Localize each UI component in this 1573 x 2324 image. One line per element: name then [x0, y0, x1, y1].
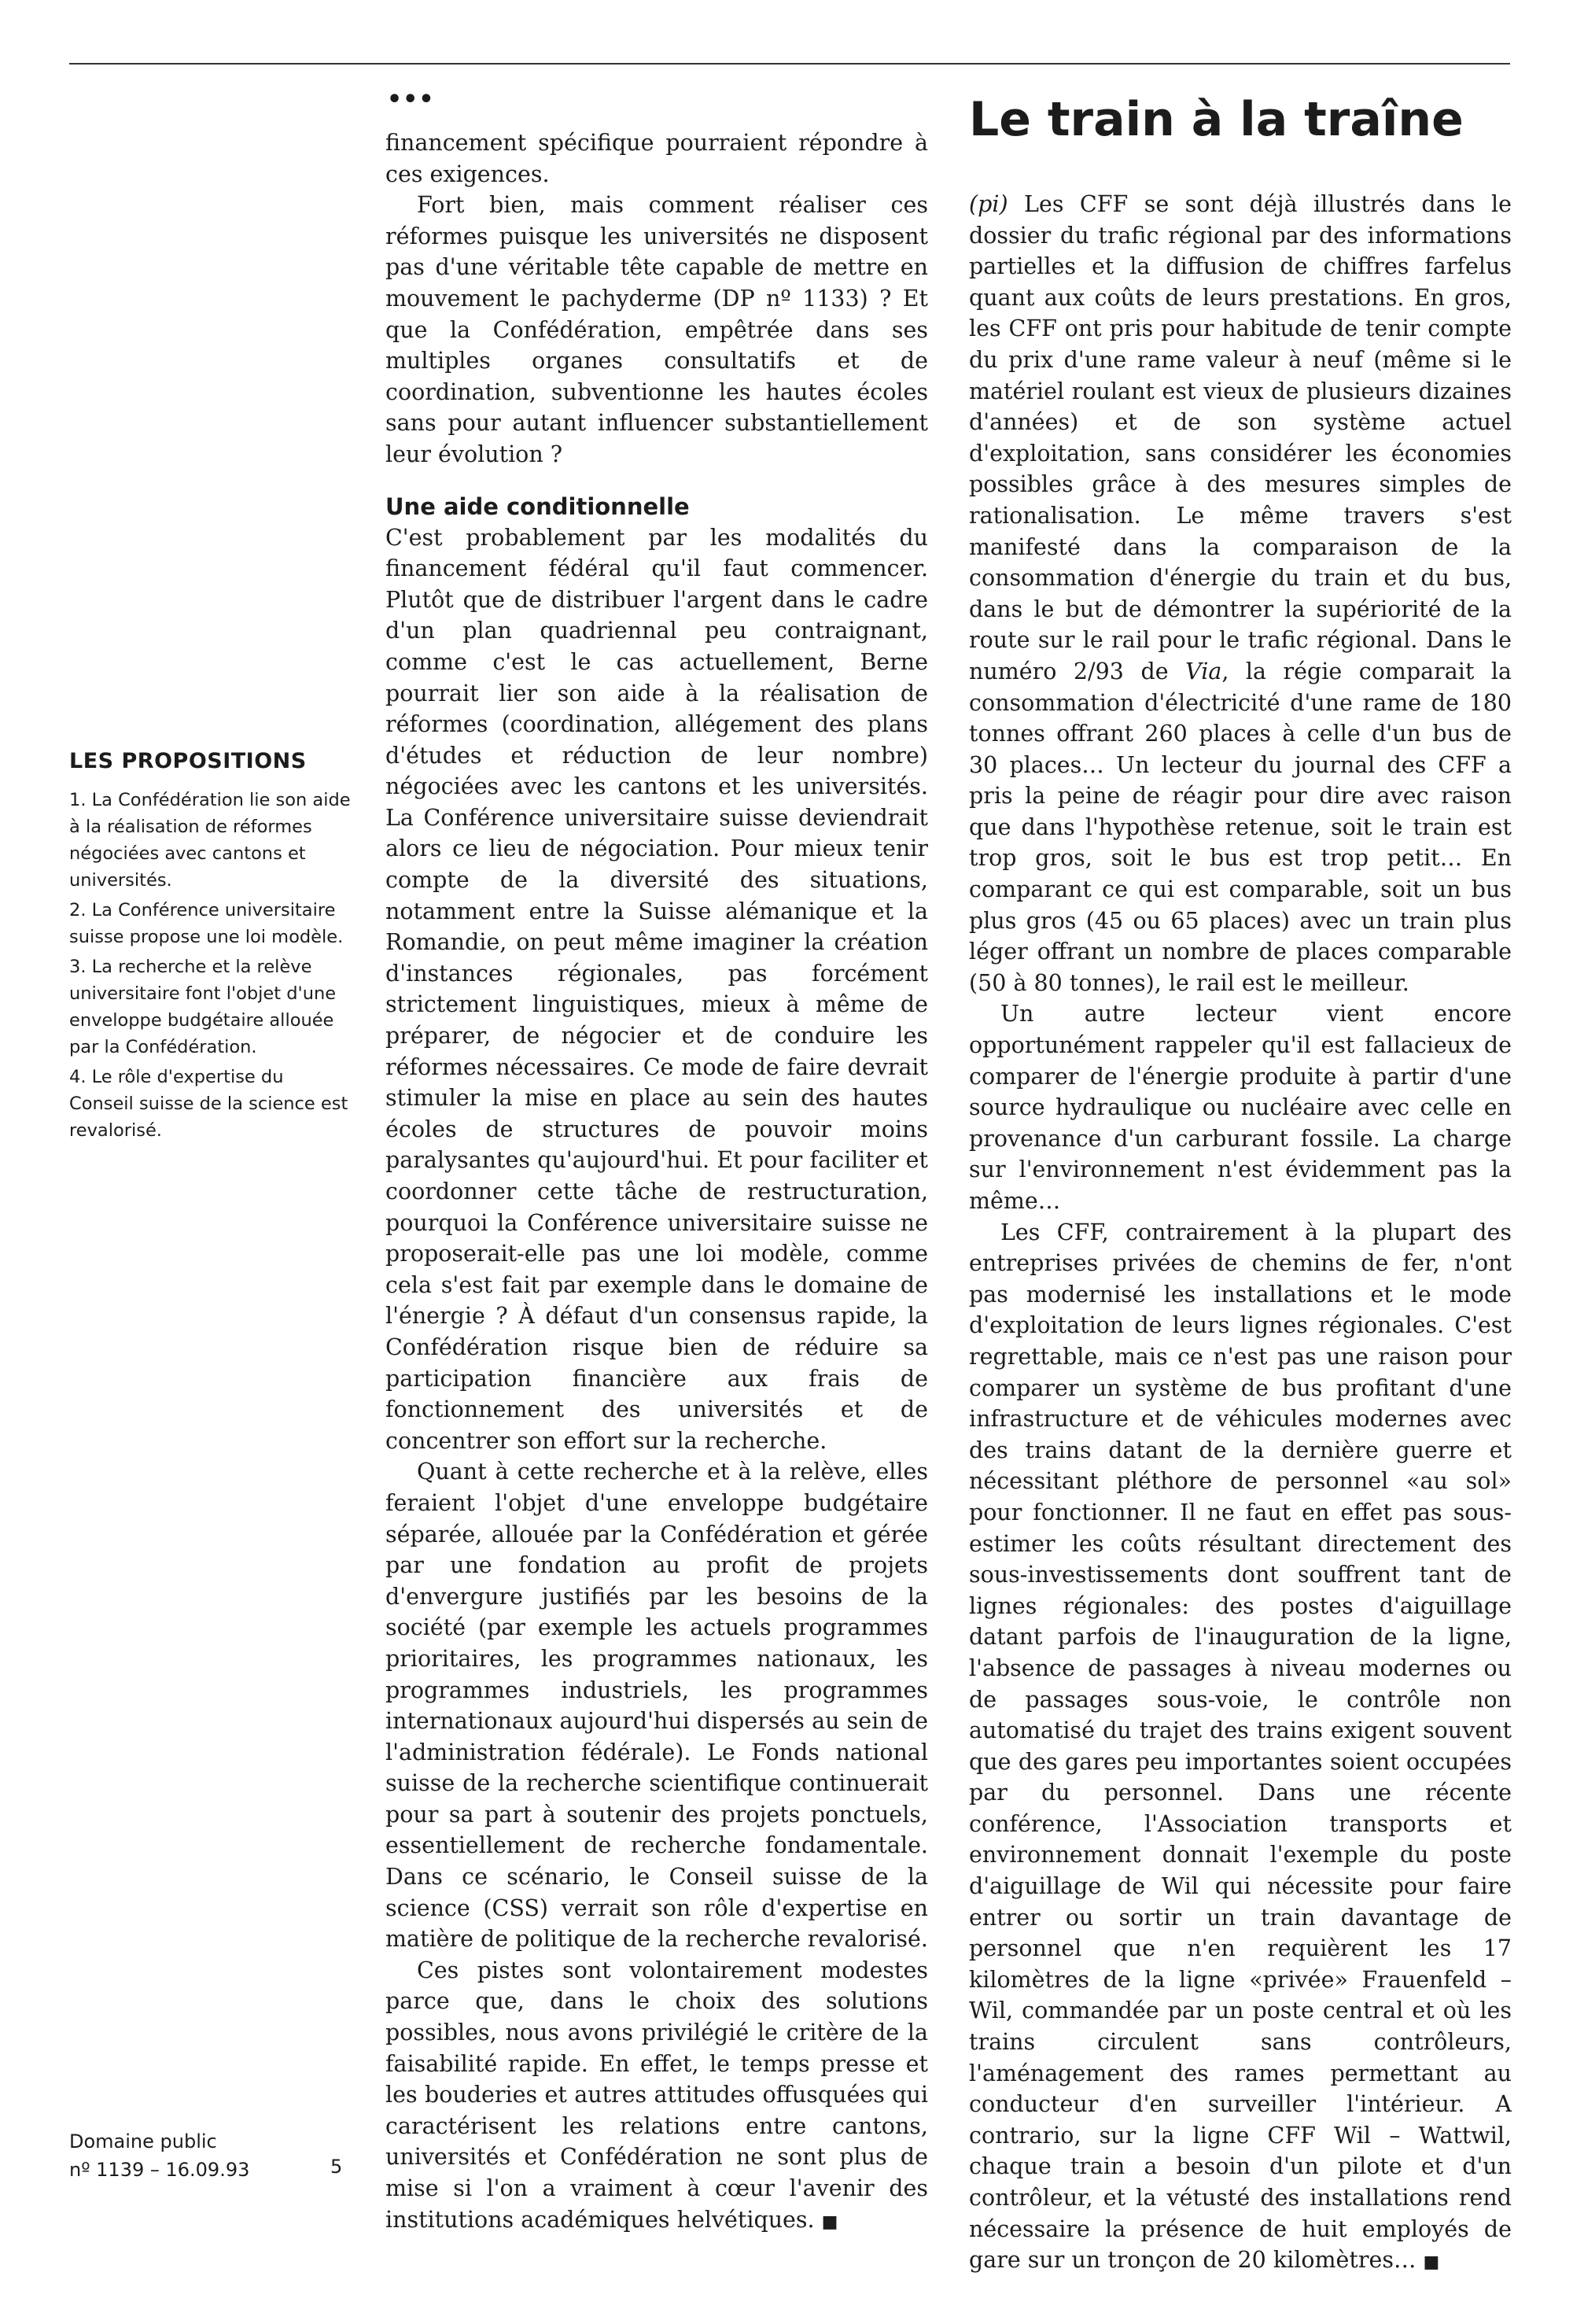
issue-info: nº 1139 – 16.09.93 [69, 2159, 250, 2181]
page-footer [69, 2127, 368, 2184]
top-rule [69, 63, 1510, 65]
sidebar-heading: LES PROPOSITIONS [69, 749, 307, 773]
article-title: Le train à la traîne [969, 92, 1464, 147]
article-paragraph: financement spécifique pourraient répondre à ces exigences. [385, 130, 928, 187]
end-mark: ■ [1423, 2252, 1440, 2273]
publication-name: Domaine public [69, 2130, 217, 2152]
author-initials: (pi) [969, 191, 1008, 217]
article-paragraph [969, 1217, 1512, 2278]
continuation-marker: ••• [387, 86, 435, 113]
proposition-item: 4. Le rôle d'expertise du Conseil suisse de la science est revalorisé. [69, 1067, 348, 1141]
article-paragraph [385, 1955, 928, 2237]
article-paragraph: Un autre lecteur vient encore opportunément rappeler qu'il est fallacieux de comparer de l'énergie produite à partir d'une source hydraulique ou nucléaire avec celle en provenance d'un carburant fossile. La charge sur l'environnement n'est évidemment pas la même… [969, 1001, 1512, 1214]
page-number: 5 [330, 2156, 343, 2178]
article-paragraph: Fort bien, mais comment réaliser ces réformes puisque les universités ne disposent pas d'une véritable tête capable de mettre en mouvement le pachyderme (DP nº 1133) ? Et que la Confédération, empêtrée dans ses multiples organes consultatifs et de coordination, subventionne les hautes écoles sans pour autant influencer substantiellement leur évolution ? [385, 192, 928, 467]
article-paragraph-text: Ces pistes sont volontairement modestes parce que, dans le choix des solutions possibles, nous avons privilégié le critère de la faisabilité rapide. En effet, le temps presse et les bouderies et autres attitudes offusquées qui caractérisent les relations entre cantons, universités et Confédération ne sont plus de mise si l'on a vraiment à cœur l'avenir des institutions académiques helvétiques. [385, 1957, 928, 2233]
article-paragraph: Quant à cette recherche et à la relève, elles feraient l'objet d'une enveloppe budgétaire séparée, allouée par la Confédération et gérée par une fondation au profit de projets d'envergure justifiés par les besoins de la société (par exemple les actuels programmes prioritaires, les programmes nationaux, les programmes industriels, les programmes internationaux aujourd'hui dispersés au sein de l'administration fédérale). Le Fonds national suisse de la recherche scientifique continuerait pour sa part à soutenir des projets ponctuels, essentiellement de recherche fondamentale. Dans ce scénario, le Conseil suisse de la science (CSS) verrait son rôle d'expertise en matière de politique de la recherche revalorisé. [385, 1459, 928, 1953]
end-mark: ■ [821, 2211, 838, 2232]
article-paragraph-text: Les CFF se sont déjà illustrés dans le dossier du trafic régional par des informations partielles et la diffusion de chiffres farfelus quant aux coûts de leurs prestations. En gros, les CFF ont pris pour habitude de tenir compte du prix d'une rame valeur à neuf (même si le matériel roulant est vieux de plusieurs dizaines d'années) et de son système actuel d'exploitation, sans considérer les économies possibles grâce à des mesures simples de rationalisation. Le même travers s'est manifesté dans la comparaison de la consommation d'énergie du train et du bus, dans le but de démontrer la supériorité de la route sur le rail pour le trafic régional. Dans le numéro 2/93 de [969, 191, 1512, 684]
article-paragraph [969, 189, 1512, 998]
proposition-item: 2. La Conférence universitaire suisse propose une loi modèle. [69, 900, 344, 947]
article-paragraph-text: , la régie comparait la consommation d'électricité d'une rame de 180 tonnes offrant 260 places à celle d'un bus de 30 places… Un lecteur du journal des CFF a pris la peine de réagir pour dire avec raison que dans l'hypothèse retenue, soit le train est trop gros, soit le bus est trop petit… En comparant ce qui est comparable, soit un bus plus gros (45 ou 65 places) avec un train plus léger offrant un nombre de places comparable (50 à 80 tonnes), le rail est le meilleur. [969, 658, 1512, 996]
article-paragraph: C'est probablement par les modalités du financement fédéral qu'il faut commencer. Plutôt que de distribuer l'argent dans le cadre d'un plan quadriennal peu contraignant, comme c'est le cas actuellement, Berne pourrait lier son aide à la réalisation de réformes (coordination, allégement des plans d'études et réduction de leur nombre) négociées avec les cantons et les universités. La Conférence universitaire suisse deviendrait alors ce lieu de négociation. Pour mieux tenir compte de la diversité des situations, notamment entre la Suisse alémanique et la Romandie, on peut même imaginer la création d'instances régionales, pas forcément strictement linguistiques, mieux à même de préparer, de négocier et de conduire les réformes nécessaires. Ce mode de faire devrait stimuler la mise en place au sein des hautes écoles de structures de pouvoir moins paralysantes qu'aujourd'hui. Et pour faciliter et coordonner cette tâche de restructuration, pourquoi la Conférence universitaire suisse ne proposerait-elle pas une loi modèle, comme cela s'est fait par exemple dans le domaine de l'énergie ? À défaut d'un consensus rapide, la Confédération risque bien de réduire sa participation financière aux frais de fonctionnement des universités et de concentrer son effort sur la recherche. [385, 524, 928, 1454]
section-subheading: Une aide conditionnelle [385, 492, 690, 520]
right-article-column [969, 189, 1512, 2278]
magazine-name: Via [1185, 658, 1222, 684]
propositions-list [69, 787, 352, 1147]
proposition-item: 1. La Confédération lie son aide à la réalisation de réformes négociées avec cantons et universités. [69, 790, 351, 891]
proposition-item: 3. La recherche et la relève universitaire font l'objet d'une enveloppe budgétaire allouée par la Confédération. [69, 957, 337, 1057]
left-article-column [385, 127, 928, 2237]
article-paragraph-text: Les CFF, contrairement à la plupart des entreprises privées de chemins de fer, n'ont pas modernisé les installations et le mode d'exploitation de leurs lignes régionales. C'est regrettable, mais ce n'est pas une raison pour comparer un système de bus profitant d'une infrastructure et de véhicules modernes avec des trains datant de la dernière guerre et nécessitant pléthore de personnel «au sol» pour fonctionner. Il ne faut en effet pas sous-estimer les coûts résultant directement des sous-investissements dont souffrent tant de lignes régionales: des postes d'aiguillage datant parfois de l'inauguration de la ligne, l'absence de passages à niveau modernes ou de passages sous-voie, le contrôle non automatisé du trajet des trains exigent souvent que des gares peu importantes soient occupées par du personnel. Dans une récente conférence, l'Association transports et environnement donnait l'exemple du poste d'aiguillage de Wil qui nécessite pour faire entrer ou sortir un train davantage de personnel que n'en requièrent les 17 kilomètres de la ligne «privée» Frauenfeld – Wil, commandée par un poste central et où les trains circulent sans contrôleurs, l'aménagement des rames permettant au conducteur d'en surveiller l'intérieur. A contrario, sur la ligne CFF Wil – Wattwil, chaque train a besoin d'un pilote et d'un contrôleur, et la vétusté des installations rend nécessaire la présence de huit employés de gare sur un tronçon de 20 kilomètres… [969, 1219, 1512, 2274]
